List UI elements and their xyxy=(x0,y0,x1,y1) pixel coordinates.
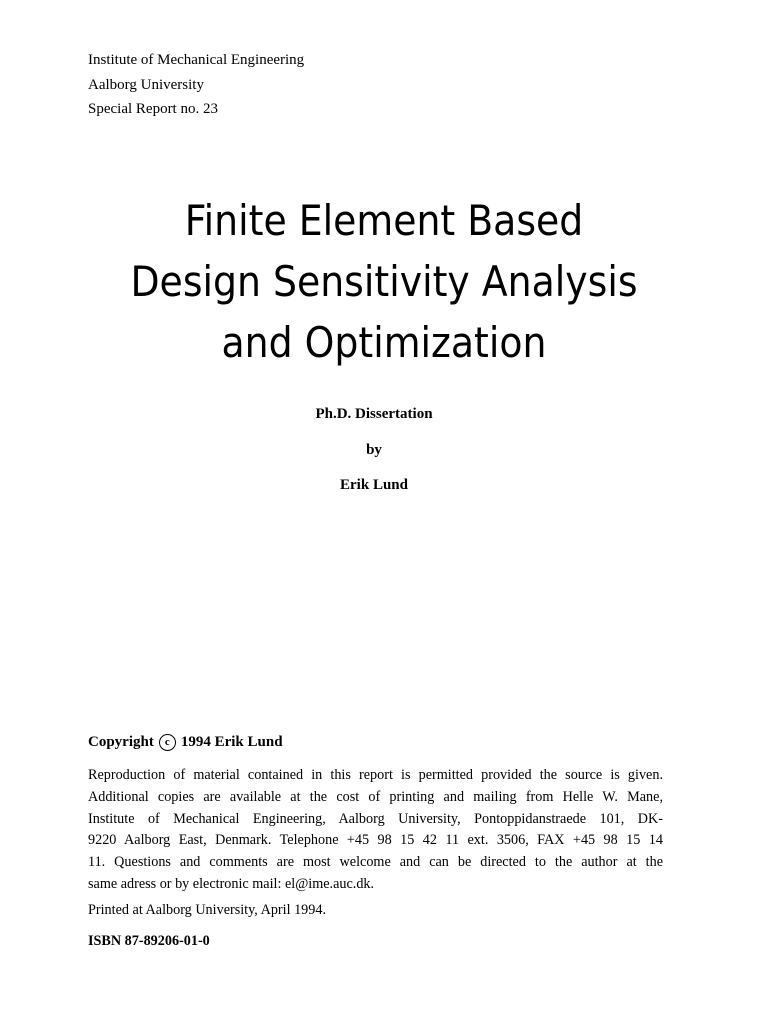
copyright-label: Copyright xyxy=(88,734,154,750)
author-name: Erik Lund xyxy=(340,477,408,493)
institute-name: Institute of Mechanical Engineering xyxy=(88,52,305,68)
title-line-1: Finite Element Based xyxy=(184,196,584,245)
title-line-3: and Optimization xyxy=(221,318,547,367)
report-number: Special Report no. 23 xyxy=(88,101,218,117)
dissertation-type: Ph.D. Dissertation xyxy=(315,406,433,422)
reproduction-line: 9220 Aalborg East, Denmark. Telephone +45 98 15 42 11 ext. 3506, FAX +45 98 15 14 xyxy=(88,832,663,849)
university-name: Aalborg University xyxy=(88,76,204,93)
copyright-text: 1994 Erik Lund xyxy=(180,734,283,750)
isbn-number: ISBN 87-89206-01-0 xyxy=(88,933,210,949)
report-header xyxy=(88,48,304,122)
copyright-notice xyxy=(88,734,283,751)
reproduction-paragraph xyxy=(88,765,663,896)
reproduction-line: same adress or by electronic mail: el@ime.auc.dk. xyxy=(88,875,375,892)
document-title xyxy=(38,190,729,373)
reproduction-line: Institute of Mechanical Engineering, Aalborg University, Pontoppidanstraede 101, DK- xyxy=(88,810,663,827)
reproduction-line: 11. Questions and comments are most welcome and can be directed to the author at the xyxy=(88,854,663,871)
reproduction-line: Reproduction of material contained in this report is permitted provided the source is given. xyxy=(88,767,663,783)
printed-note: Printed at Aalborg University, April 1994. xyxy=(88,902,327,918)
title-line-2: Design Sensitivity Analysis xyxy=(130,257,638,306)
by-line: by xyxy=(366,442,382,458)
reproduction-line: Additional copies are available at the cost of printing and mailing from Helle W. Mane, xyxy=(88,788,663,805)
copyright-icon: c xyxy=(159,734,176,751)
